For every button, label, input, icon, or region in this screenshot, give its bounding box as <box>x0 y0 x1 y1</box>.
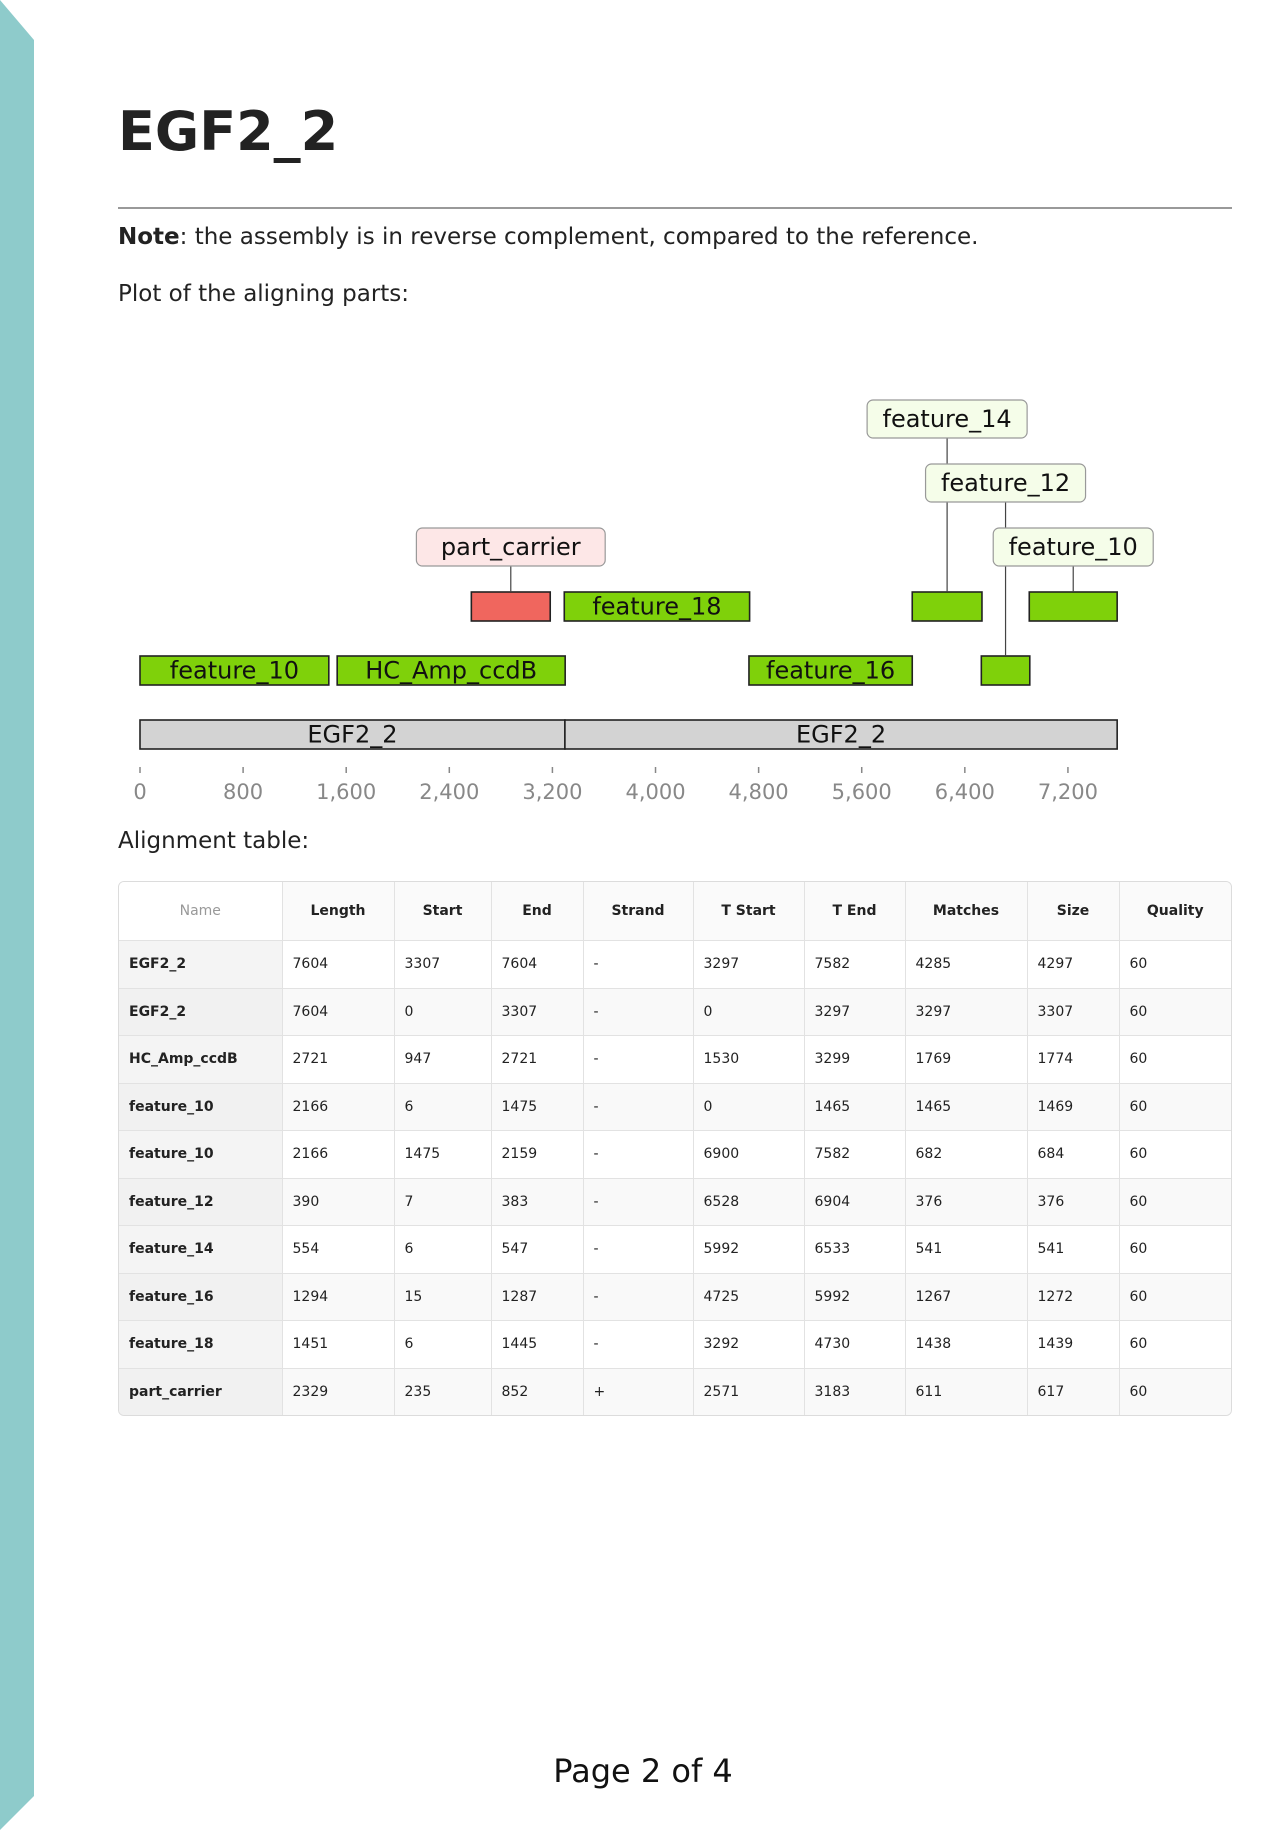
feature-label: feature_16 <box>766 656 896 685</box>
table-cell: 1465 <box>905 1083 1027 1131</box>
table-cell: 1267 <box>905 1273 1027 1321</box>
table-cell: 6533 <box>804 1226 905 1274</box>
axis-tick-label: 2,400 <box>419 780 480 804</box>
table-cell: 60 <box>1119 988 1231 1036</box>
table-cell: 1469 <box>1027 1083 1119 1131</box>
reference-segment-label: EGF2_2 <box>795 720 887 749</box>
table-cell: 7604 <box>491 941 583 989</box>
table-cell-name: HC_Amp_ccdB <box>119 1036 282 1084</box>
table-cell: 60 <box>1119 1178 1231 1226</box>
table-cell: 15 <box>394 1273 491 1321</box>
table-cell-name: feature_12 <box>119 1178 282 1226</box>
table-cell: 2166 <box>282 1083 394 1131</box>
axis-tick-label: 0 <box>133 780 147 804</box>
table-cell: 60 <box>1119 1273 1231 1321</box>
table-cell: 4725 <box>693 1273 804 1321</box>
table-cell: 541 <box>1027 1226 1119 1274</box>
axis-tick-label: 3,200 <box>522 780 583 804</box>
table-cell: 60 <box>1119 1368 1231 1415</box>
table-cell: 1445 <box>491 1321 583 1369</box>
table-cell: 3307 <box>491 988 583 1036</box>
table-cell: 1774 <box>1027 1036 1119 1084</box>
table-cell: 1451 <box>282 1321 394 1369</box>
table-cell: - <box>583 941 693 989</box>
table-header-length: Length <box>282 882 394 941</box>
table-cell: - <box>583 1273 693 1321</box>
table-row <box>119 1226 1231 1274</box>
feature-block <box>1029 592 1117 621</box>
table-cell-name: feature_10 <box>119 1083 282 1131</box>
feature-label: HC_Amp_ccdB <box>365 656 538 685</box>
table-cell: 3297 <box>804 988 905 1036</box>
table-cell-name: feature_14 <box>119 1226 282 1274</box>
axis-tick-label: 7,200 <box>1037 780 1098 804</box>
table-cell: - <box>583 1083 693 1131</box>
table-cell: 235 <box>394 1368 491 1415</box>
axis-tick-label: 1,600 <box>316 780 377 804</box>
table-cell: 541 <box>905 1226 1027 1274</box>
table-cell: 4730 <box>804 1321 905 1369</box>
table-row <box>119 1321 1231 1369</box>
table-cell: 60 <box>1119 1226 1231 1274</box>
alignment-plot <box>110 380 1170 810</box>
table-row <box>119 988 1231 1036</box>
table-cell: 3297 <box>905 988 1027 1036</box>
axis-tick-label: 4,800 <box>728 780 789 804</box>
table-cell: 7582 <box>804 941 905 989</box>
axis-tick-label: 4,000 <box>625 780 686 804</box>
table-cell: 3183 <box>804 1368 905 1415</box>
table-cell: 3297 <box>693 941 804 989</box>
table-cell: 6 <box>394 1083 491 1131</box>
table-cell: 0 <box>394 988 491 1036</box>
table-header-row <box>119 882 1231 941</box>
plot-caption: Plot of the aligning parts: <box>118 281 410 307</box>
alignment-table <box>119 882 1231 1415</box>
table-header-size: Size <box>1027 882 1119 941</box>
table-cell: 4285 <box>905 941 1027 989</box>
table-header-t-start: T Start <box>693 882 804 941</box>
table-cell: 2166 <box>282 1131 394 1179</box>
table-cell-name: EGF2_2 <box>119 988 282 1036</box>
note-text: : the assembly is in reverse complement, compared to the reference. <box>179 224 979 250</box>
note-label: Note <box>118 224 180 250</box>
table-cell: 0 <box>693 988 804 1036</box>
table-header-quality: Quality <box>1119 882 1231 941</box>
feature-label: feature_10 <box>1008 533 1138 561</box>
table-cell: 7604 <box>282 988 394 1036</box>
table-row <box>119 1036 1231 1084</box>
table-cell: 611 <box>905 1368 1027 1415</box>
table-cell-name: part_carrier <box>119 1368 282 1415</box>
table-cell: 1272 <box>1027 1273 1119 1321</box>
table-cell: 2159 <box>491 1131 583 1179</box>
table-cell: 6 <box>394 1321 491 1369</box>
table-cell: 617 <box>1027 1368 1119 1415</box>
axis-tick-label: 6,400 <box>934 780 995 804</box>
table-row <box>119 1273 1231 1321</box>
table-cell-name: feature_16 <box>119 1273 282 1321</box>
table-cell: 1475 <box>491 1083 583 1131</box>
table-cell: 6900 <box>693 1131 804 1179</box>
table-header-name: Name <box>119 882 282 941</box>
table-cell: 7 <box>394 1178 491 1226</box>
axis-tick-label: 800 <box>223 780 264 804</box>
table-cell: 2329 <box>282 1368 394 1415</box>
table-caption: Alignment table: <box>118 828 310 854</box>
feature-label: feature_14 <box>882 405 1012 433</box>
feature-label: feature_12 <box>940 469 1071 497</box>
table-cell: 60 <box>1119 941 1231 989</box>
table-header-strand: Strand <box>583 882 693 941</box>
table-cell: 6 <box>394 1226 491 1274</box>
table-cell: 3292 <box>693 1321 804 1369</box>
table-cell: 5992 <box>804 1273 905 1321</box>
table-cell: 682 <box>905 1131 1027 1179</box>
page-title: EGF2_2 <box>118 100 339 163</box>
table-cell: 1465 <box>804 1083 905 1131</box>
table-cell: 1530 <box>693 1036 804 1084</box>
table-cell: 60 <box>1119 1083 1231 1131</box>
table-header-end: End <box>491 882 583 941</box>
table-cell: 852 <box>491 1368 583 1415</box>
table-cell: 390 <box>282 1178 394 1226</box>
table-cell: 554 <box>282 1226 394 1274</box>
feature-label: feature_10 <box>169 656 299 685</box>
title-divider <box>118 207 1232 209</box>
table-cell: 6904 <box>804 1178 905 1226</box>
table-cell: 547 <box>491 1226 583 1274</box>
table-cell: 6528 <box>693 1178 804 1226</box>
table-header-t-end: T End <box>804 882 905 941</box>
table-cell: 376 <box>1027 1178 1119 1226</box>
table-cell: 4297 <box>1027 941 1119 989</box>
feature-label: part_carrier <box>440 533 581 561</box>
table-row <box>119 1083 1231 1131</box>
alignment-table-container <box>118 881 1232 1416</box>
table-cell: 1769 <box>905 1036 1027 1084</box>
table-cell: 2721 <box>282 1036 394 1084</box>
feature-block <box>912 592 982 621</box>
table-cell: 1294 <box>282 1273 394 1321</box>
table-cell: 2721 <box>491 1036 583 1084</box>
table-cell: 7582 <box>804 1131 905 1179</box>
table-cell: - <box>583 1226 693 1274</box>
table-header-matches: Matches <box>905 882 1027 941</box>
table-cell: 3307 <box>1027 988 1119 1036</box>
table-cell: 60 <box>1119 1131 1231 1179</box>
table-cell: 0 <box>693 1083 804 1131</box>
table-row <box>119 1131 1231 1179</box>
decorative-side-stripe <box>0 0 34 1830</box>
table-cell: - <box>583 1321 693 1369</box>
page-footer: Page 2 of 4 <box>553 1752 733 1790</box>
table-cell: 1287 <box>491 1273 583 1321</box>
table-cell: - <box>583 988 693 1036</box>
table-cell-name: feature_18 <box>119 1321 282 1369</box>
table-cell: - <box>583 1131 693 1179</box>
table-row <box>119 941 1231 989</box>
table-cell: 1439 <box>1027 1321 1119 1369</box>
table-cell: - <box>583 1178 693 1226</box>
table-row <box>119 1178 1231 1226</box>
table-body <box>119 941 1231 1416</box>
table-row <box>119 1368 1231 1415</box>
axis-tick-label: 5,600 <box>831 780 892 804</box>
note-paragraph <box>118 224 978 250</box>
table-cell: 376 <box>905 1178 1027 1226</box>
feature-block <box>471 592 550 621</box>
reference-segment-label: EGF2_2 <box>307 720 398 749</box>
table-cell: 383 <box>491 1178 583 1226</box>
table-cell: 5992 <box>693 1226 804 1274</box>
table-cell: 1438 <box>905 1321 1027 1369</box>
table-header-start: Start <box>394 882 491 941</box>
table-cell: 7604 <box>282 941 394 989</box>
table-cell: 60 <box>1119 1036 1231 1084</box>
table-cell: 3307 <box>394 941 491 989</box>
table-cell-name: feature_10 <box>119 1131 282 1179</box>
alignment-plot-svg <box>110 380 1170 810</box>
table-cell: 684 <box>1027 1131 1119 1179</box>
table-cell-name: EGF2_2 <box>119 941 282 989</box>
feature-label: feature_18 <box>592 592 722 621</box>
table-cell: 947 <box>394 1036 491 1084</box>
table-cell: 60 <box>1119 1321 1231 1369</box>
table-cell: + <box>583 1368 693 1415</box>
table-cell: - <box>583 1036 693 1084</box>
feature-block <box>981 656 1029 685</box>
table-cell: 3299 <box>804 1036 905 1084</box>
table-cell: 2571 <box>693 1368 804 1415</box>
table-cell: 1475 <box>394 1131 491 1179</box>
